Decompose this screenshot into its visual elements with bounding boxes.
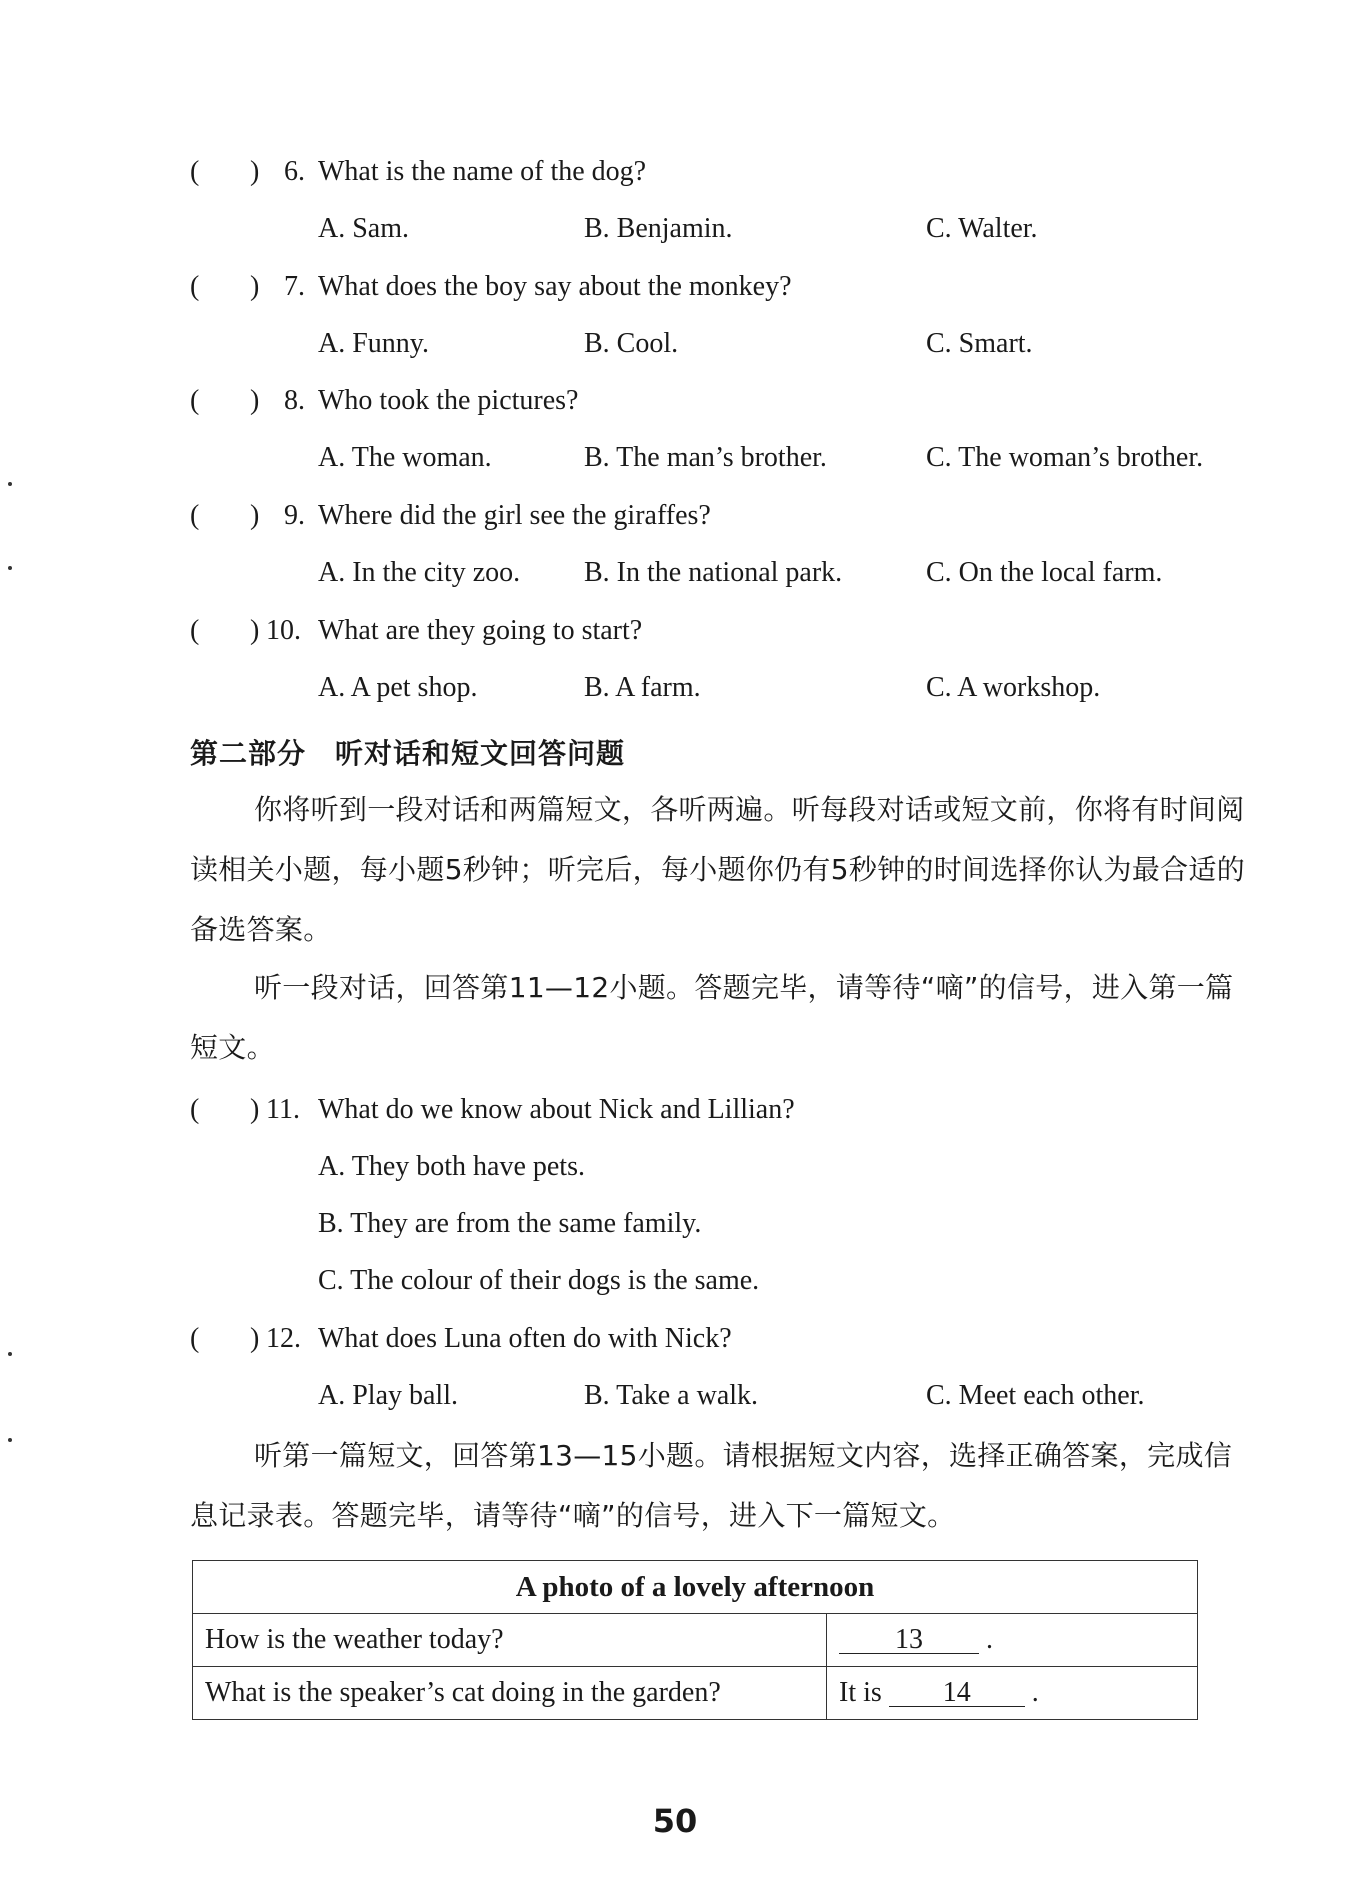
option-b: B. Benjamin. <box>584 213 733 244</box>
table-header-row <box>193 1561 1198 1614</box>
question-text: What do we know about Nick and Lillian? <box>318 1094 795 1125</box>
answer-paren-close: ) <box>250 1094 260 1125</box>
question-number: 9. <box>284 500 305 531</box>
option-b: B. Take a walk. <box>584 1380 759 1411</box>
answer-paren-close: ) <box>250 271 260 302</box>
answer-paren-open: ( <box>190 271 200 302</box>
question-number: 8. <box>284 385 305 416</box>
passage1-instruction: 听第一篇短文，回答第13—15小题。请根据短文内容，选择正确答案，完成信息记录表。答题完毕，请等待“嘀”的信号，进入下一篇短文。 <box>190 1439 1233 1532</box>
question-text: Who took the pictures? <box>318 385 579 416</box>
question-number: 10. <box>266 615 301 646</box>
table-question-cell: What is the speaker’s cat doing in the garden? <box>193 1667 827 1720</box>
option-a: A. In the city zoo. <box>318 557 521 588</box>
answer-paren-close: ) <box>250 156 260 187</box>
section-intro: 你将听到一段对话和两篇短文，各听两遍。听每段对话或短文前，你将有时间阅读相关小题，每小题5秒钟；听完后，每小题你仍有5秒钟的时间选择你认为最合适的备选答案。 <box>190 793 1246 946</box>
option-a: A. A pet shop. <box>318 672 478 703</box>
answer-paren-open: ( <box>190 385 200 416</box>
question-number: 11. <box>266 1094 300 1125</box>
page-number: 50 <box>652 1802 698 1840</box>
table-row <box>193 1667 1198 1720</box>
dialog-instruction: 听一段对话，回答第11—12小题。答题完毕，请等待“嘀”的信号，进入第一篇短文。 <box>190 971 1234 1064</box>
answer-paren-open: ( <box>190 1323 200 1354</box>
question-text: What is the name of the dog? <box>318 156 647 187</box>
option-c: C. The woman’s brother. <box>926 442 1204 473</box>
option-c: C. Smart. <box>926 328 1033 359</box>
option-a: A. Play ball. <box>318 1380 458 1411</box>
option-c: C. A workshop. <box>926 672 1101 703</box>
option-c: C. Meet each other. <box>926 1380 1145 1411</box>
table-title: A photo of a lovely afternoon <box>193 1561 1198 1614</box>
option-a: A. They both have pets. <box>318 1151 585 1182</box>
answer-paren-close: ) <box>250 500 260 531</box>
option-b: B. A farm. <box>584 672 701 703</box>
answer-paren-open: ( <box>190 156 200 187</box>
margin-speck <box>8 1438 12 1442</box>
answer-suffix: . <box>986 1624 993 1655</box>
question-text: What does Luna often do with Nick? <box>318 1323 732 1354</box>
answer-paren-open: ( <box>190 1094 200 1125</box>
answer-prefix: It is <box>839 1677 889 1708</box>
answer-paren-close: ) <box>250 615 260 646</box>
question-text: What does the boy say about the monkey? <box>318 271 792 302</box>
option-a: A. Sam. <box>318 213 409 244</box>
option-b: B. Cool. <box>584 328 679 359</box>
answer-paren-close: ) <box>250 385 260 416</box>
option-b: B. In the national park. <box>584 557 843 588</box>
option-b: B. The man’s brother. <box>584 442 827 473</box>
table-row <box>193 1614 1198 1667</box>
option-c: C. Walter. <box>926 213 1038 244</box>
question-number: 7. <box>284 271 305 302</box>
option-c: C. The colour of their dogs is the same. <box>318 1265 760 1296</box>
answer-paren-open: ( <box>190 615 200 646</box>
answer-paren-close: ) <box>250 1323 260 1354</box>
table-answer-cell <box>827 1667 1198 1720</box>
option-a: A. Funny. <box>318 328 429 359</box>
option-b: B. They are from the same family. <box>318 1208 702 1239</box>
option-c: C. On the local farm. <box>926 557 1163 588</box>
margin-speck <box>8 1352 12 1356</box>
margin-speck <box>8 566 12 570</box>
answer-blank-14[interactable]: 14 <box>889 1680 1025 1707</box>
answer-blank-13[interactable]: 13 <box>839 1627 979 1654</box>
table-question-cell: How is the weather today? <box>193 1614 827 1667</box>
question-text: What are they going to start? <box>318 615 643 646</box>
option-a: A. The woman. <box>318 442 492 473</box>
question-number: 6. <box>284 156 305 187</box>
table-answer-cell <box>827 1614 1198 1667</box>
answer-paren-open: ( <box>190 500 200 531</box>
section-title: 第二部分 听对话和短文回答问题 <box>190 737 626 770</box>
answer-suffix: . <box>1031 1677 1039 1708</box>
question-text: Where did the girl see the giraffes? <box>318 500 711 531</box>
margin-speck <box>8 482 12 486</box>
info-record-table <box>192 1560 1198 1720</box>
question-number: 12. <box>266 1323 301 1354</box>
